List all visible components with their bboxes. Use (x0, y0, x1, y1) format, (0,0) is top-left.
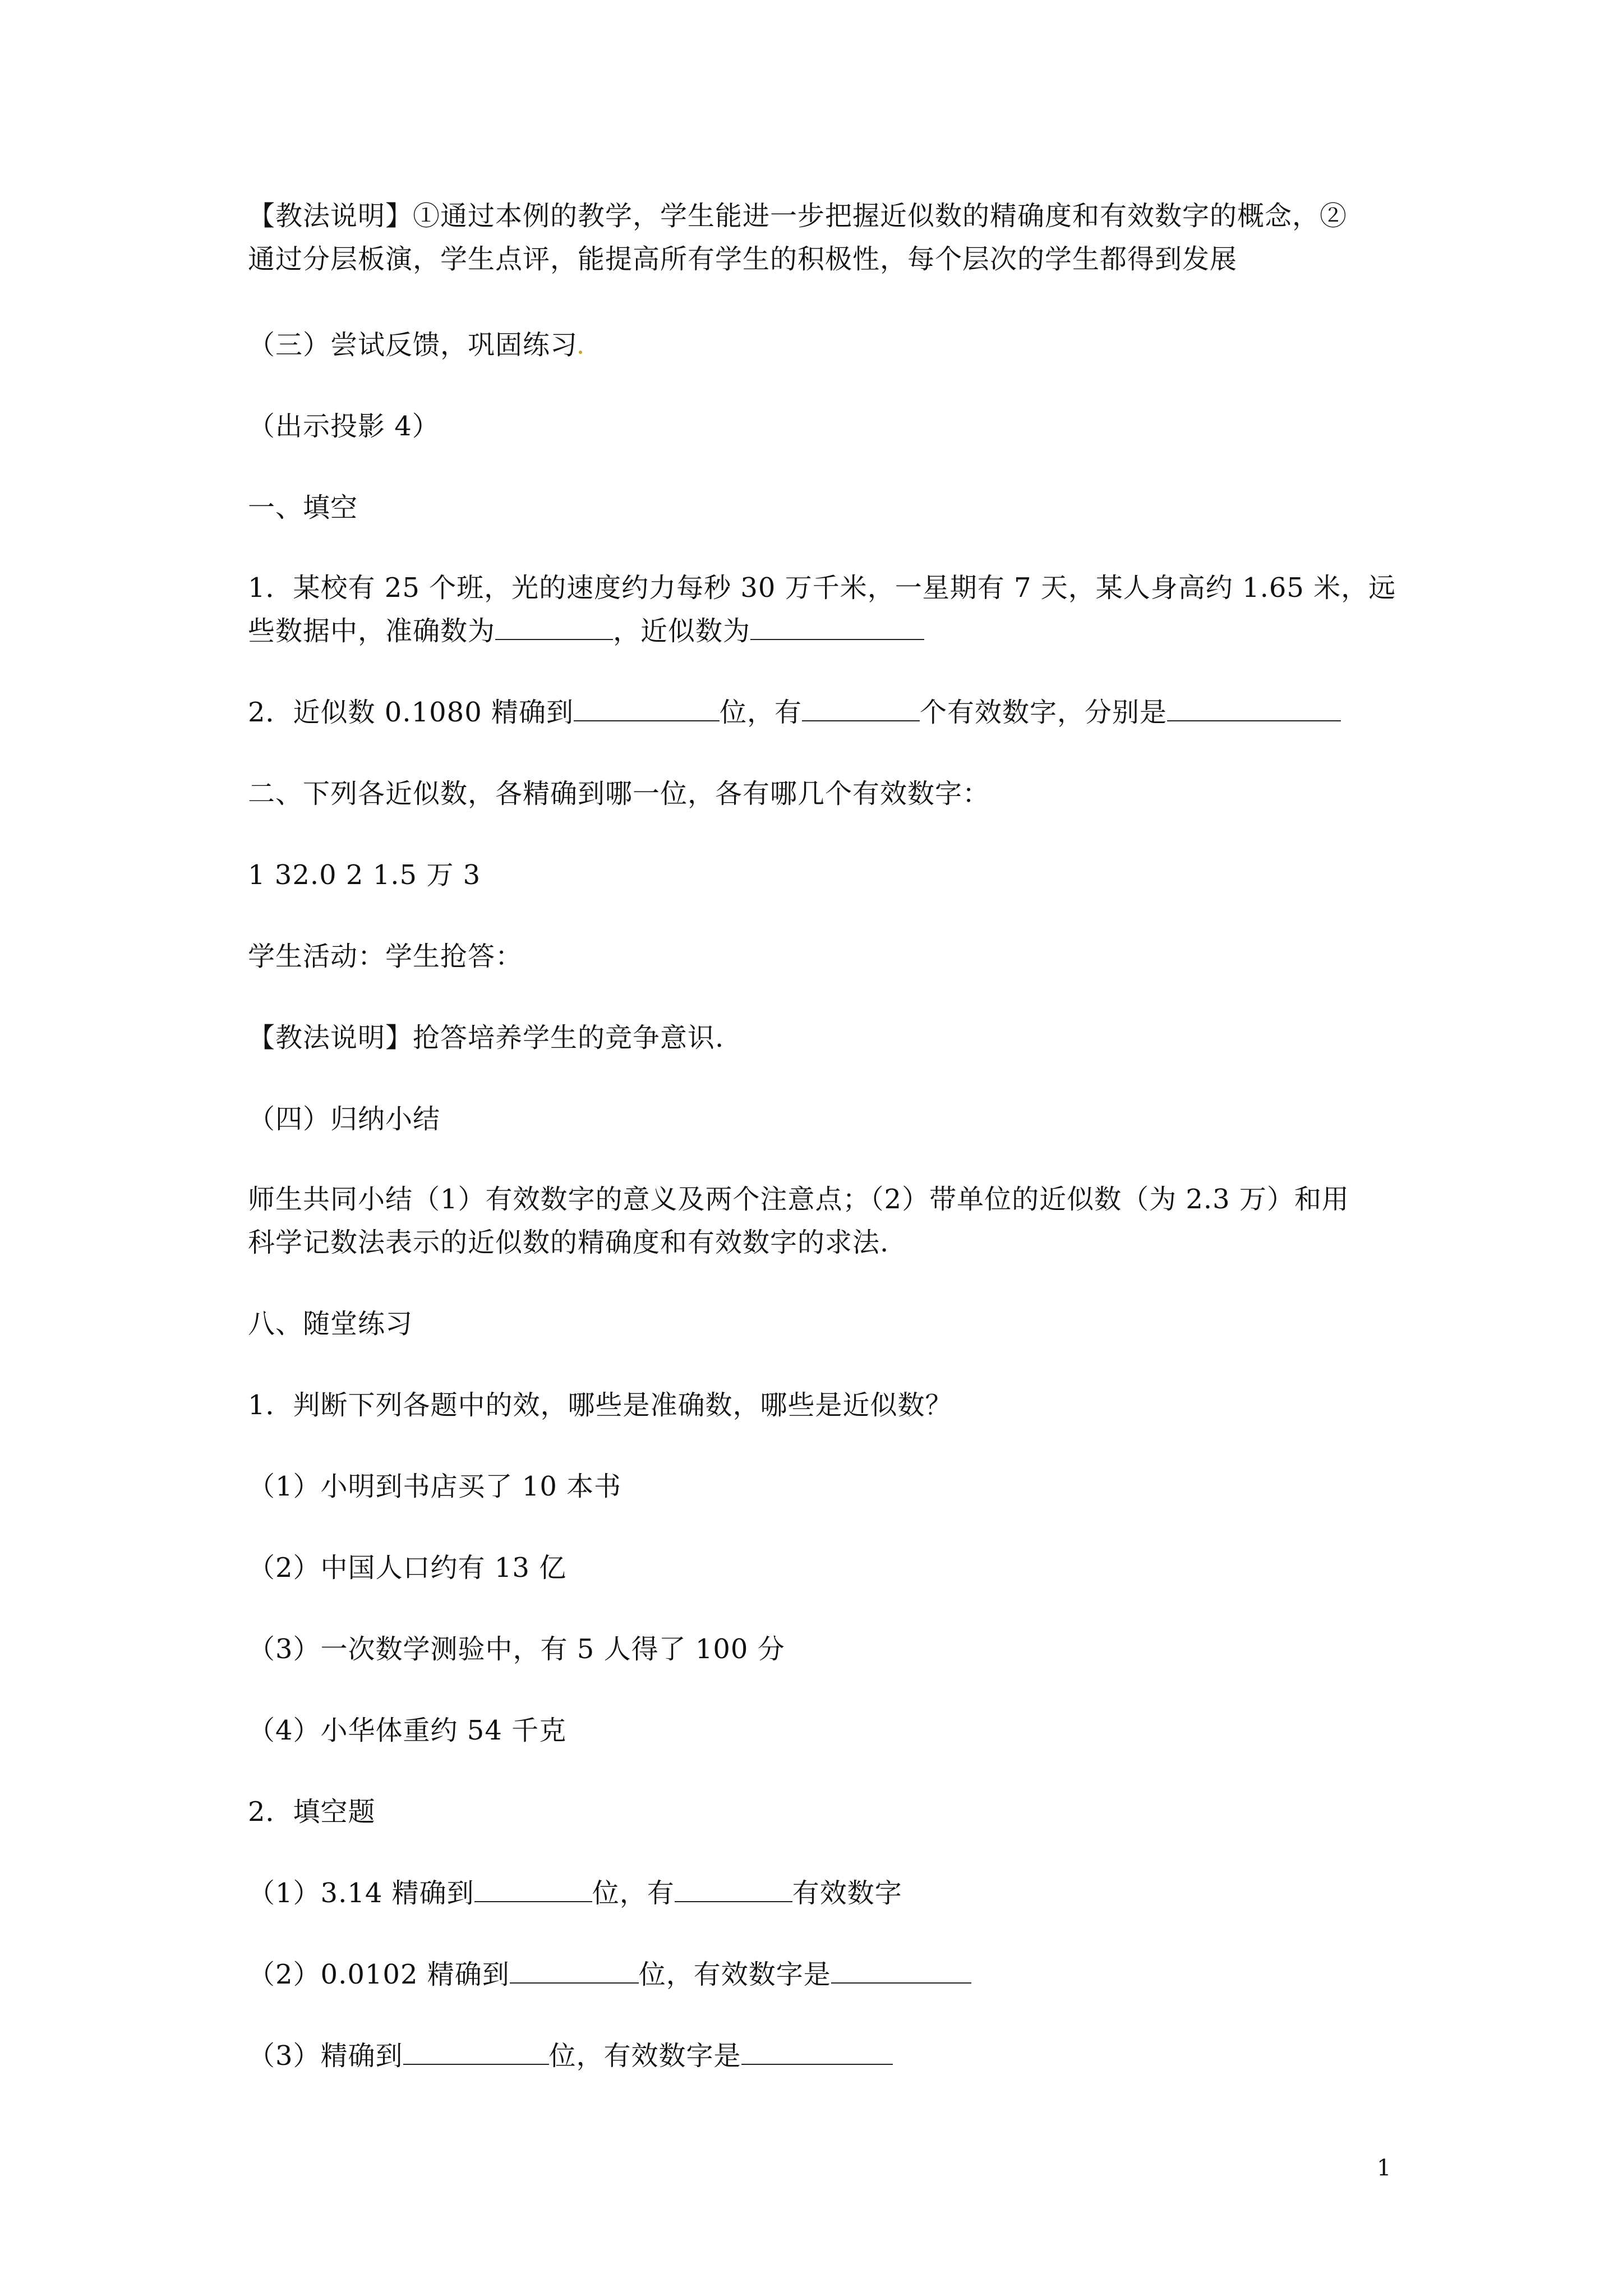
question-2 (248, 696, 1341, 729)
teaching-note-1-line-2: 通过分层板演，学生点评，能提高所有学生的积极性，每个层次的学生都得到发展 (248, 243, 1238, 275)
exercise-1-item-3: （3）一次数学测验中，有 5 人得了 100 分 (248, 1634, 785, 1665)
exercise-2-item-3-text-a: （3）精确到 (248, 2040, 403, 2072)
teaching-note-2: 【教法说明】抢答培养学生的竞争意识. (248, 1022, 725, 1053)
decorative-dot (579, 351, 582, 354)
answer-blank (403, 2039, 549, 2065)
answer-blank (574, 696, 720, 721)
summary-line-1: 师生共同小结（1）有效数字的意义及两个注意点；（2）带单位的近似数（为 2.3 万）和用 (248, 1184, 1349, 1215)
exercise-2-item-1-text-b: 位，有 (592, 1878, 675, 1909)
page-number: 1 (1377, 2155, 1391, 2181)
exercise-1-item-4: （4）小华体重约 54 千克 (248, 1715, 567, 1746)
exercise-2-prompt: 2．填空题 (248, 1796, 376, 1828)
projection-note: （出示投影 4） (248, 411, 440, 442)
section-two-heading: 二、下列各近似数，各精确到哪一位，各有哪几个有效数字： (248, 778, 990, 809)
summary-line-2: 科学记数法表示的近似数的精确度和有效数字的求法. (248, 1227, 889, 1258)
exercise-2-item-2 (248, 1958, 971, 1991)
answer-blank (474, 1876, 592, 1902)
answer-blank (510, 1958, 639, 1984)
exercise-2-item-2-text-a: （2）0.0102 精确到 (248, 1959, 510, 1990)
question-1-text-b: ，近似数为 (613, 615, 751, 647)
answer-blank (741, 2039, 893, 2065)
section-three-heading (248, 328, 582, 362)
question-2-text-a: 2．近似数 0.1080 精确到 (248, 697, 574, 728)
question-1-text-a: 些数据中，准确数为 (248, 615, 496, 647)
fill-in-heading: 一、填空 (248, 492, 358, 523)
question-1-line-2 (248, 614, 924, 648)
answer-blank (1167, 696, 1341, 721)
exercise-2-item-3-text-b: 位，有效数字是 (548, 2040, 741, 2072)
exercise-2-item-1-text-a: （1）3.14 精确到 (248, 1878, 474, 1909)
approximate-numbers-list: 1 32.0 2 1.5 万 3 (248, 859, 481, 891)
answer-blank (802, 696, 920, 721)
section-eight-heading: 八、随堂练习 (248, 1308, 413, 1340)
section-four-heading: （四）归纳小结 (248, 1103, 441, 1135)
exercise-2-item-1-text-c: 有效数字 (792, 1878, 902, 1909)
exercise-2-item-2-text-b: 位，有效数字是 (638, 1959, 831, 1990)
exercise-1-item-1: （1）小明到书店买了 10 本书 (248, 1471, 622, 1502)
section-three-text: （三）尝试反馈，巩固练习 (248, 329, 578, 361)
exercise-1-item-2: （2）中国人口约有 13 亿 (248, 1552, 567, 1584)
question-2-text-c: 个有效数字，分别是 (920, 697, 1168, 728)
teaching-note-1-line-1: 【教法说明】①通过本例的教学，学生能进一步把握近似数的精确度和有效数字的概念，② (248, 200, 1348, 232)
question-2-text-b: 位，有 (720, 697, 803, 728)
answer-blank (495, 614, 613, 640)
exercise-2-item-1 (248, 1876, 902, 1910)
exercise-1-prompt: 1．判断下列各题中的效，哪些是准确数，哪些是近似数？ (248, 1389, 953, 1421)
exercise-2-item-3 (248, 2039, 893, 2073)
question-1-line-1: 1．某校有 25 个班，光的速度约力每秒 30 万千米，一星期有 7 天，某人身高约 1.65 米，远 (248, 572, 1396, 604)
answer-blank (831, 1958, 971, 1984)
student-activity: 学生活动：学生抢答： (248, 941, 523, 972)
answer-blank (750, 614, 924, 640)
answer-blank (675, 1876, 792, 1902)
